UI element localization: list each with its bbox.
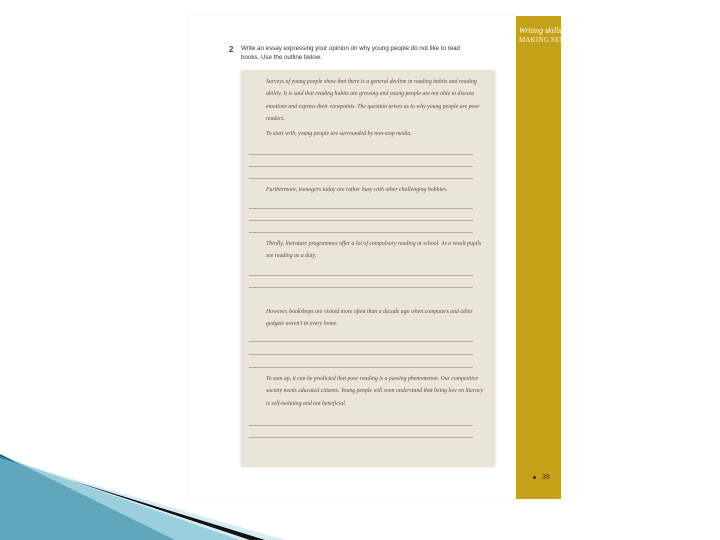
essay-paragraph-1: [250, 128, 486, 140]
corner-swoosh-light: [0, 458, 285, 540]
page-number-value: 39: [542, 474, 550, 481]
writing-line: [249, 367, 473, 368]
section-subtitle: MAKING SENSE: [519, 36, 574, 44]
essay-paragraph-3: [250, 238, 486, 263]
writing-line: [249, 425, 473, 426]
essay-intro: [250, 76, 486, 126]
writing-line: [249, 275, 473, 276]
essay-paragraph-2: [250, 184, 486, 196]
section-sidebar: [516, 16, 574, 499]
writing-line: [249, 154, 473, 155]
writing-line: [249, 178, 473, 179]
essay-paragraph-4-text: However, bookshops are visited more often than a decade ago when computers and other gadgets weren't in every home.: [266, 309, 473, 328]
task-instruction: Write an essay expressing your opinion on why young people do not like to read books. Use the outline below.: [241, 45, 460, 61]
writing-line: [249, 166, 473, 167]
essay-conclusion: [250, 373, 486, 410]
writing-line: [249, 232, 473, 233]
essay-paragraph-4: [250, 306, 486, 331]
writing-line: [249, 437, 473, 438]
slide-corner-decoration: [0, 440, 720, 540]
writing-line: [249, 354, 473, 355]
writing-line: [249, 220, 473, 221]
essay-paragraph-1-text: To start with, young people are surrounded by non-stop media.: [266, 131, 412, 137]
writing-line: [249, 341, 473, 342]
writing-line: [249, 287, 473, 288]
essay-paragraph-2-text: Furthermore, teenagers today are rather busy with other challenging hobbies.: [266, 187, 448, 193]
essay-intro-text: Surveys of young people show that there is a general decline in reading habits and reading ability. It is said that reading habits are growing and young people are not able to discuss emotions and express their viewpoints. The question arises as to why young people are poor readers.: [266, 79, 480, 123]
essay-paragraph-3-text: Thirdly, literature programmes offer a lot of compulsory reading at school. As a result pupils see reading as a duty.: [266, 241, 482, 260]
essay-conclusion-text: To sum up, it can be predicted that poor reading is a passing phenomenon. Our competitive society needs educated citizens. Young people will soon understand that being low on literacy is self-isolating and not beneficial.: [266, 376, 484, 407]
writing-line: [249, 208, 473, 209]
task-number: 2: [229, 45, 234, 54]
essay-outline-sheet: [241, 70, 495, 466]
section-title: Writing skills: [519, 26, 562, 35]
